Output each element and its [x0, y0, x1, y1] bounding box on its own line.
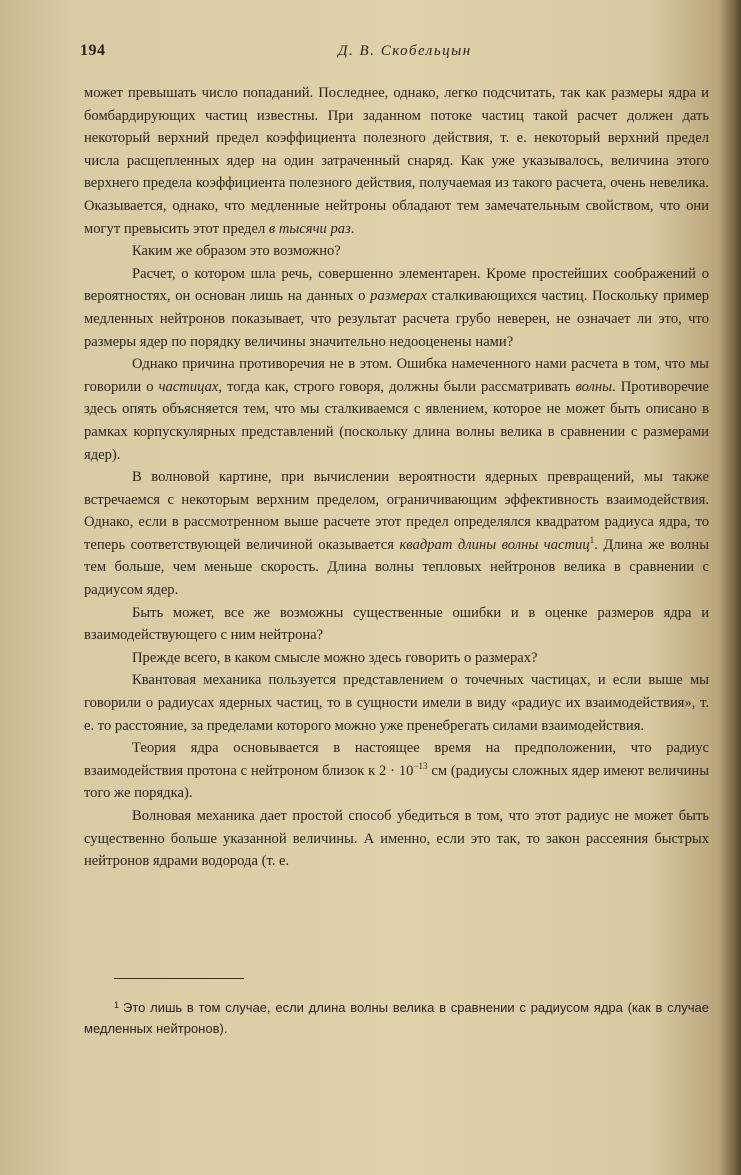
page-edge-shadow [719, 0, 741, 1175]
paragraph-3: Расчет, о котором шла речь, совершенно элементарен. Кроме простейших соображений о вероятностях, он основан лишь на данных о размерах сталкивающихся частиц. Поскольку пример медленных нейтронов показывает, что результат расчета грубо неверен, не означает ли это, что размеры ядер по порядку величины значительно недооценены нами? [84, 265, 709, 350]
footnote-divider [114, 978, 244, 979]
running-head: Д. В. Скобельцын [338, 43, 472, 59]
exponent: −13 [413, 760, 428, 771]
paragraph-2: Каким же образом это возможно? [132, 243, 341, 260]
footnote-marker: 1 [114, 1000, 120, 1010]
page-number: 194 [80, 42, 106, 59]
footnote [84, 995, 709, 1039]
emphasis: волны [575, 378, 613, 395]
body-text [84, 82, 709, 873]
paragraph-1: может превышать число попаданий. Последнее, однако, легко подсчитать, так как размеры ядра и бомбардирующих частиц известны. При заданном потоке частиц такой расчет должен дать некоторый верхний предел коэффициента полезного действия, т. е. некоторый верхний предел числа расщепленных ядер на один затраченный снаряд. Как уже указывалось, величина этого верхнего предела коэффициента полезного действия, получаемая из такого расчета, очень невелика. Оказывается, однако, что медленные нейтроны обладают тем замечательным свойством, что они могут превысить этот предел в тысячи раз. [84, 85, 709, 237]
paragraph-4: Однако причина противоречия не в этом. Ошибка намеченного нами расчета в том, что мы говорили о частицах, тогда как, строго говоря, должны были рассматривать волны. Противоречие здесь опять объясняется тем, что мы сталкиваемся с явлением, которое не может быть описано в рамках корпускулярных представлений (поскольку длина волны велика в сравнении с размерами ядер). [84, 356, 709, 463]
paragraph-9: Теория ядра основывается в настоящее время на предположении, что радиус взаимодействия протона с нейтроном близок к $2 \cdot 10^{-13}$ см (радиусы сложных ядер имеют величины того же порядка). [84, 740, 710, 802]
paragraph-10: Волновая механика дает простой способ убедиться в том, что этот радиус не может быть существенно больше указанной величины. А именно, если это так, то закон рассеяния быстрых нейтронов ядрами водорода (т. е. [84, 808, 709, 870]
paragraph-7: Прежде всего, в каком смысле можно здесь говорить о размерах? [132, 649, 538, 666]
footnote-ref: 1 [589, 535, 595, 546]
emphasis: квадрат длины волны частиц [399, 536, 590, 553]
emphasis: в тысячи раз [268, 220, 351, 237]
page-header [80, 42, 710, 66]
paragraph-5: В волновой картине, при вычислении вероятности ядерных превращений, мы также встречаемся с некоторым верхним пределом, ограничивающим эффективность взаимодействия. Однако, если в рассмотренном выше расчете этот предел определялся квадратом радиуса ядра, то теперь соответствующей величиной оказывается квадрат длины волны частиц$^1$. Длина же волны тем больше, чем меньше скорость. Длина волны тепловых нейтронов велика в сравнении с радиусом ядер. [84, 469, 709, 599]
paragraph-8: Квантовая механика пользуется представлением о точечных частицах, и если выше мы говорили о радиусах ядерных частиц, то в сущности имели в виду «радиус их взаимодействия», т. е. то расстояние, за пределами которого можно уже пренебрегать силами взаимодействия. [84, 672, 709, 734]
emphasis: размерах [370, 288, 427, 305]
footnote-text: Это лишь в том случае, если длина волны велика в сравнении с радиусом ядра (как в случае медленных нейтронов). [84, 1000, 709, 1036]
emphasis: частицах [158, 378, 219, 395]
paragraph-6: Быть может, все же возможны существенные ошибки и в оценке размеров ядра и взаимодействующего с ним нейтрона? [84, 604, 709, 644]
